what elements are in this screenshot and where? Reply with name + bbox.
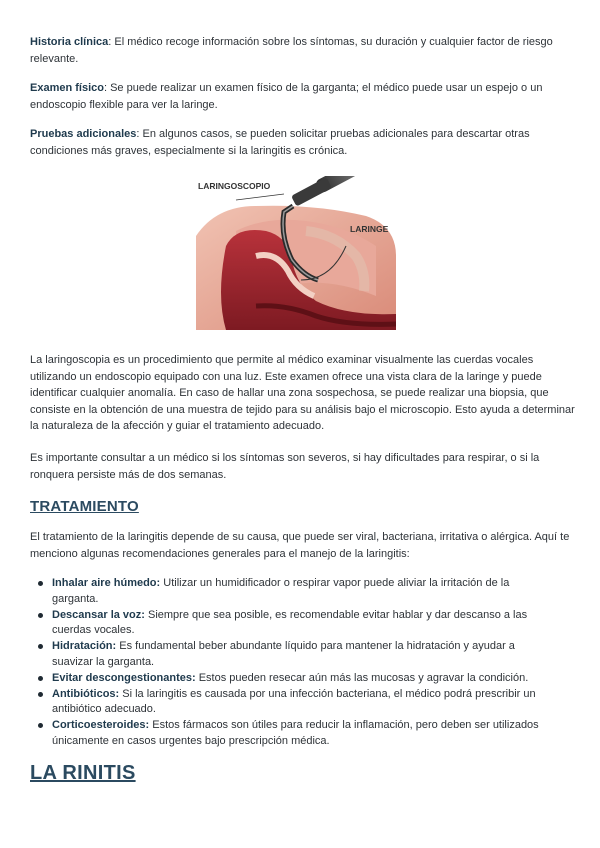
label-laringe: LARINGE xyxy=(350,224,389,234)
heading-la-rinitis: LA RINITIS xyxy=(30,762,136,784)
list-item xyxy=(30,576,550,607)
heading-tratamiento: TRATAMIENTO xyxy=(30,498,139,515)
paragraph-examen-fisico xyxy=(30,80,575,113)
list-item xyxy=(30,639,550,670)
list-item-term: Evitar descongestionantes: xyxy=(52,671,196,684)
term-pruebas-adicionales: Pruebas adicionales xyxy=(30,128,137,140)
list-item xyxy=(30,671,550,687)
list-item-text: Siempre que sea posible, es recomendable evitar hablar y dar descanso a las cuerdas vocales. xyxy=(52,608,528,636)
treatment-list xyxy=(30,576,550,750)
text-examen-fisico: : Se puede realizar un examen físico de la garganta; el médico puede usar un espejo o un endoscopio flexible para ver la laringe. xyxy=(30,82,543,111)
list-item-term: Inhalar aire húmedo: xyxy=(52,577,161,589)
list-item xyxy=(30,718,550,749)
term-historia-clinica: Historia clínica xyxy=(30,36,109,48)
term-examen-fisico: Examen físico xyxy=(30,82,104,94)
list-item-text: Estos pueden resecar aún más las mucosas y agravar la condición. xyxy=(195,671,529,684)
text-pruebas-adicionales: : En algunos casos, se pueden solicitar pruebas adicionales para descartar otras condiciones más graves, especialmente si la laringitis es crónica. xyxy=(30,128,530,157)
list-item-term: Hidratación: xyxy=(52,640,117,652)
paragraph-pruebas-adicionales xyxy=(30,126,575,159)
list-item-term: Antibióticos: xyxy=(52,687,120,700)
laryngoscopy-illustration xyxy=(196,176,396,330)
list-item-text: Utilizar un humidificador o respirar vapor puede aliviar la irritación de la garganta. xyxy=(52,577,510,605)
paragraph-consultar-medico: Es importante consultar a un médico si los síntomas son severos, si hay dificultades para respirar, o si la ronquera persiste más de dos semanas. xyxy=(30,452,540,481)
list-item-term: Corticoesteroides: xyxy=(52,719,150,731)
laryngoscopy-drawing xyxy=(196,176,396,330)
paragraph-tratamiento-intro: El tratamiento de la laringitis depende de su causa, que puede ser viral, bacteriana, irritativa o alérgica. Aquí te menciono algunas recomendaciones generales para el manejo de la laringitis: xyxy=(30,531,570,560)
paragraph-laringoscopia: La laringoscopia es un procedimiento que permite al médico examinar visualmente las cuerdas vocales utilizando un endoscopio equipado con una luz. Este examen ofrece una vista clara de la laringe y puede identificar cualquier anomalía. En caso de hallar una zona sospechosa, se puede realizar una biopsia, que consiste en la obtención de una muestra de tejido para su análisis bajo el microscopio. Esto ayuda a determinar la naturaleza de la afección y guiar el tratamiento adecuado. xyxy=(30,354,575,432)
list-item-text: Estos fármacos son útiles para reducir la inflamación, pero deben ser utilizados únicamente en casos urgentes bajo prescripción médica. xyxy=(52,719,539,747)
list-item-term: Descansar la voz: xyxy=(52,608,145,621)
list-item-text: Si la laringitis es causada por una infección bacteriana, el médico podrá prescribir un antibiótico adecuado. xyxy=(52,687,536,715)
text-historia-clinica: : El médico recoge información sobre los síntomas, su duración y cualquier factor de riesgo relevante. xyxy=(30,36,553,65)
label-laringoscopio: LARINGOSCOPIO xyxy=(198,181,271,191)
paragraph-historia-clinica xyxy=(30,34,575,67)
list-item xyxy=(30,608,550,639)
list-item xyxy=(30,687,550,718)
list-item-text: Es fundamental beber abundante líquido para mantener la hidratación y ayudar a suavizar la garganta. xyxy=(52,640,515,668)
